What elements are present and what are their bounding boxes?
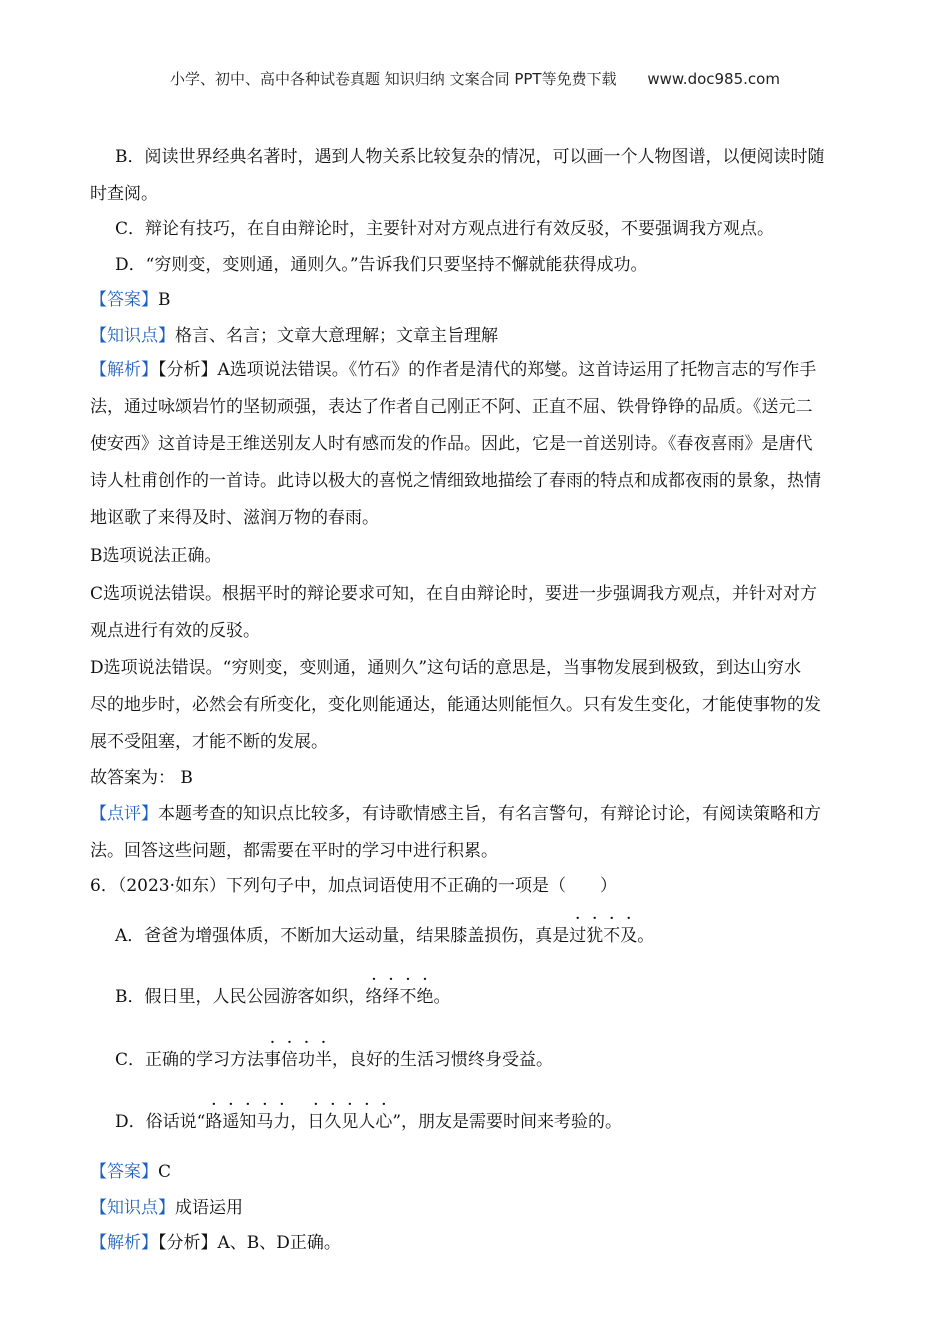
q6-option-d-text: D．俗话说“: [115, 1112, 206, 1132]
q6-option-c-text: C．正确的学习方法: [115, 1050, 265, 1070]
prev-option-c: C．辩论有技巧，在自由辩论时，主要针对对方观点进行有效反驳，不要强调我方观点。: [115, 219, 775, 239]
q6-option-c[interactable]: [115, 1049, 553, 1071]
knowledge-tag: 【知识点】: [90, 326, 175, 346]
dotted-char: 犹: [586, 926, 604, 946]
q6-option-a-end: 。: [637, 926, 655, 946]
prev-analysis-line-9: 尽的地步时，必然会有所变化，变化则能通达，能通达则能恒久。只有发生变化，才能使事物的发: [90, 695, 821, 715]
q6-option-d-end: ”，朋友是需要时间来考验的。: [392, 1112, 623, 1132]
prev-analysis-line-7: 观点进行有效的反驳。: [90, 621, 260, 641]
prev-option-d: D．“穷则变，变则通，通则久。”告诉我们只要坚持不懈就能获得成功。: [115, 255, 648, 275]
q6-answer-value: C: [158, 1162, 172, 1182]
dotted-char: 过: [569, 926, 587, 946]
dotted-char: 绝: [416, 987, 434, 1007]
q6-option-c-end: ，良好的生活习惯终身受益。: [332, 1050, 554, 1070]
q6-option-d-mid: ，: [290, 1112, 308, 1132]
dotted-char: 力: [273, 1112, 291, 1132]
dotted-char: 不: [399, 987, 417, 1007]
q6-option-d[interactable]: [115, 1111, 622, 1133]
comment-text: 本题考查的知识点比较多，有诗歌情感主旨，有名言警句，有辩论讨论，有阅读策略和方: [158, 804, 821, 824]
prev-analysis-line-2: 使安西》这首诗是王维送别友人时有感而发的作品。因此，它是一首送别诗。《春夜喜雨》是唐代: [90, 434, 813, 454]
q6-knowledge-value: 成语运用: [175, 1198, 243, 1218]
q6-option-d-dotted-2: [307, 1112, 392, 1132]
analysis-text: 【分析】A选项说法错误。《竹石》的作者是清代的郑燮。这首诗运用了托物言志的写作手: [158, 360, 817, 380]
q6-analysis-tag: 【解析】: [90, 1233, 158, 1253]
prev-option-b-line1: B．阅读世界经典名著时，遇到人物关系比较复杂的情况，可以画一个人物图谱，以便阅读时随: [115, 147, 825, 167]
dotted-char: 络: [365, 987, 383, 1007]
q6-answer-tag: 【答案】: [90, 1162, 158, 1182]
prev-analysis-line-6: C选项说法错误。根据平时的辩论要求可知，在自由辩论时，要进一步强调我方观点，并针对对方: [90, 584, 818, 604]
dotted-char: 知: [239, 1112, 257, 1132]
prev-analysis-line-3: 诗人杜甫创作的一首诗。此诗以极大的喜悦之情细致地描绘了春雨的特点和成都夜雨的景象，热情: [90, 471, 821, 491]
dotted-char: 功: [298, 1050, 316, 1070]
dotted-char: 绎: [382, 987, 400, 1007]
dotted-char: 及: [620, 926, 638, 946]
comment-tag: 【点评】: [90, 804, 158, 824]
dotted-char: 倍: [281, 1050, 299, 1070]
q6-analysis-text: 【分析】A、B、D正确。: [158, 1233, 341, 1253]
dotted-char: 日: [307, 1112, 325, 1132]
q6-option-b-text: B．假日里，人民公园游客如织，: [115, 987, 366, 1007]
prev-comment-line-0: [90, 803, 821, 825]
q6-knowledge-tag: 【知识点】: [90, 1198, 175, 1218]
page-header: [0, 68, 950, 89]
q6-stem: 6．（2023·如东）下列句子中，加点词语使用不正确的一项是（ ）: [90, 876, 617, 896]
prev-comment-line-1: 法。回答这些问题，都需要在平时的学习中进行积累。: [90, 841, 498, 861]
q6-option-a[interactable]: [115, 925, 654, 947]
q6-answer: [90, 1161, 171, 1183]
prev-final-answer: 故答案为： B: [90, 768, 193, 788]
header-url[interactable]: www.doc985.com: [647, 70, 780, 88]
prev-analysis-line-1: 法，通过咏颂岩竹的坚韧顽强，表达了作者自己刚正不阿、正直不屈、铁骨铮铮的品质。《送元二: [90, 397, 813, 417]
dotted-char: 马: [256, 1112, 274, 1132]
prev-analysis-line-8: D选项说法错误。“穷则变，变则通，通则久”这句话的意思是，当事物发展到极致，到达山穷水: [90, 658, 802, 678]
knowledge-value: 格言、名言；文章大意理解；文章主旨理解: [175, 326, 498, 346]
prev-analysis-line-5: B选项说法正确。: [90, 546, 222, 566]
q6-analysis: [90, 1232, 341, 1254]
q6-knowledge: [90, 1197, 243, 1219]
dotted-char: 路: [205, 1112, 223, 1132]
answer-tag: 【答案】: [90, 290, 158, 310]
prev-option-b-line2: 时查阅。: [90, 184, 158, 204]
dotted-char: 心: [375, 1112, 393, 1132]
prev-answer: [90, 289, 171, 311]
analysis-tag: 【解析】: [90, 360, 158, 380]
q6-option-a-dotted: [569, 926, 637, 946]
prev-analysis-line-0: [90, 359, 816, 381]
dotted-char: 见: [341, 1112, 359, 1132]
dotted-char: 半: [315, 1050, 333, 1070]
dotted-char: 事: [264, 1050, 282, 1070]
q6-option-c-dotted: [264, 1050, 332, 1070]
header-text: 小学、初中、高中各种试卷真题 知识归纳 文案合同 PPT等免费下载: [170, 70, 617, 88]
answer-value: B: [158, 290, 171, 310]
q6-option-b-end: 。: [433, 987, 451, 1007]
dotted-char: 遥: [222, 1112, 240, 1132]
dotted-char: 久: [324, 1112, 342, 1132]
dotted-char: 人: [358, 1112, 376, 1132]
prev-analysis-line-10: 展不受阻塞，才能不断的发展。: [90, 732, 328, 752]
q6-option-d-dotted-1: [205, 1112, 290, 1132]
q6-option-b-dotted: [366, 987, 434, 1007]
dotted-char: 不: [603, 926, 621, 946]
prev-analysis-line-4: 地讴歌了来得及时、滋润万物的春雨。: [90, 508, 379, 528]
q6-option-b[interactable]: [115, 986, 451, 1008]
prev-knowledge: [90, 325, 498, 347]
q6-option-a-text: A．爸爸为增强体质，不断加大运动量，结果膝盖损伤，真是: [115, 926, 570, 946]
